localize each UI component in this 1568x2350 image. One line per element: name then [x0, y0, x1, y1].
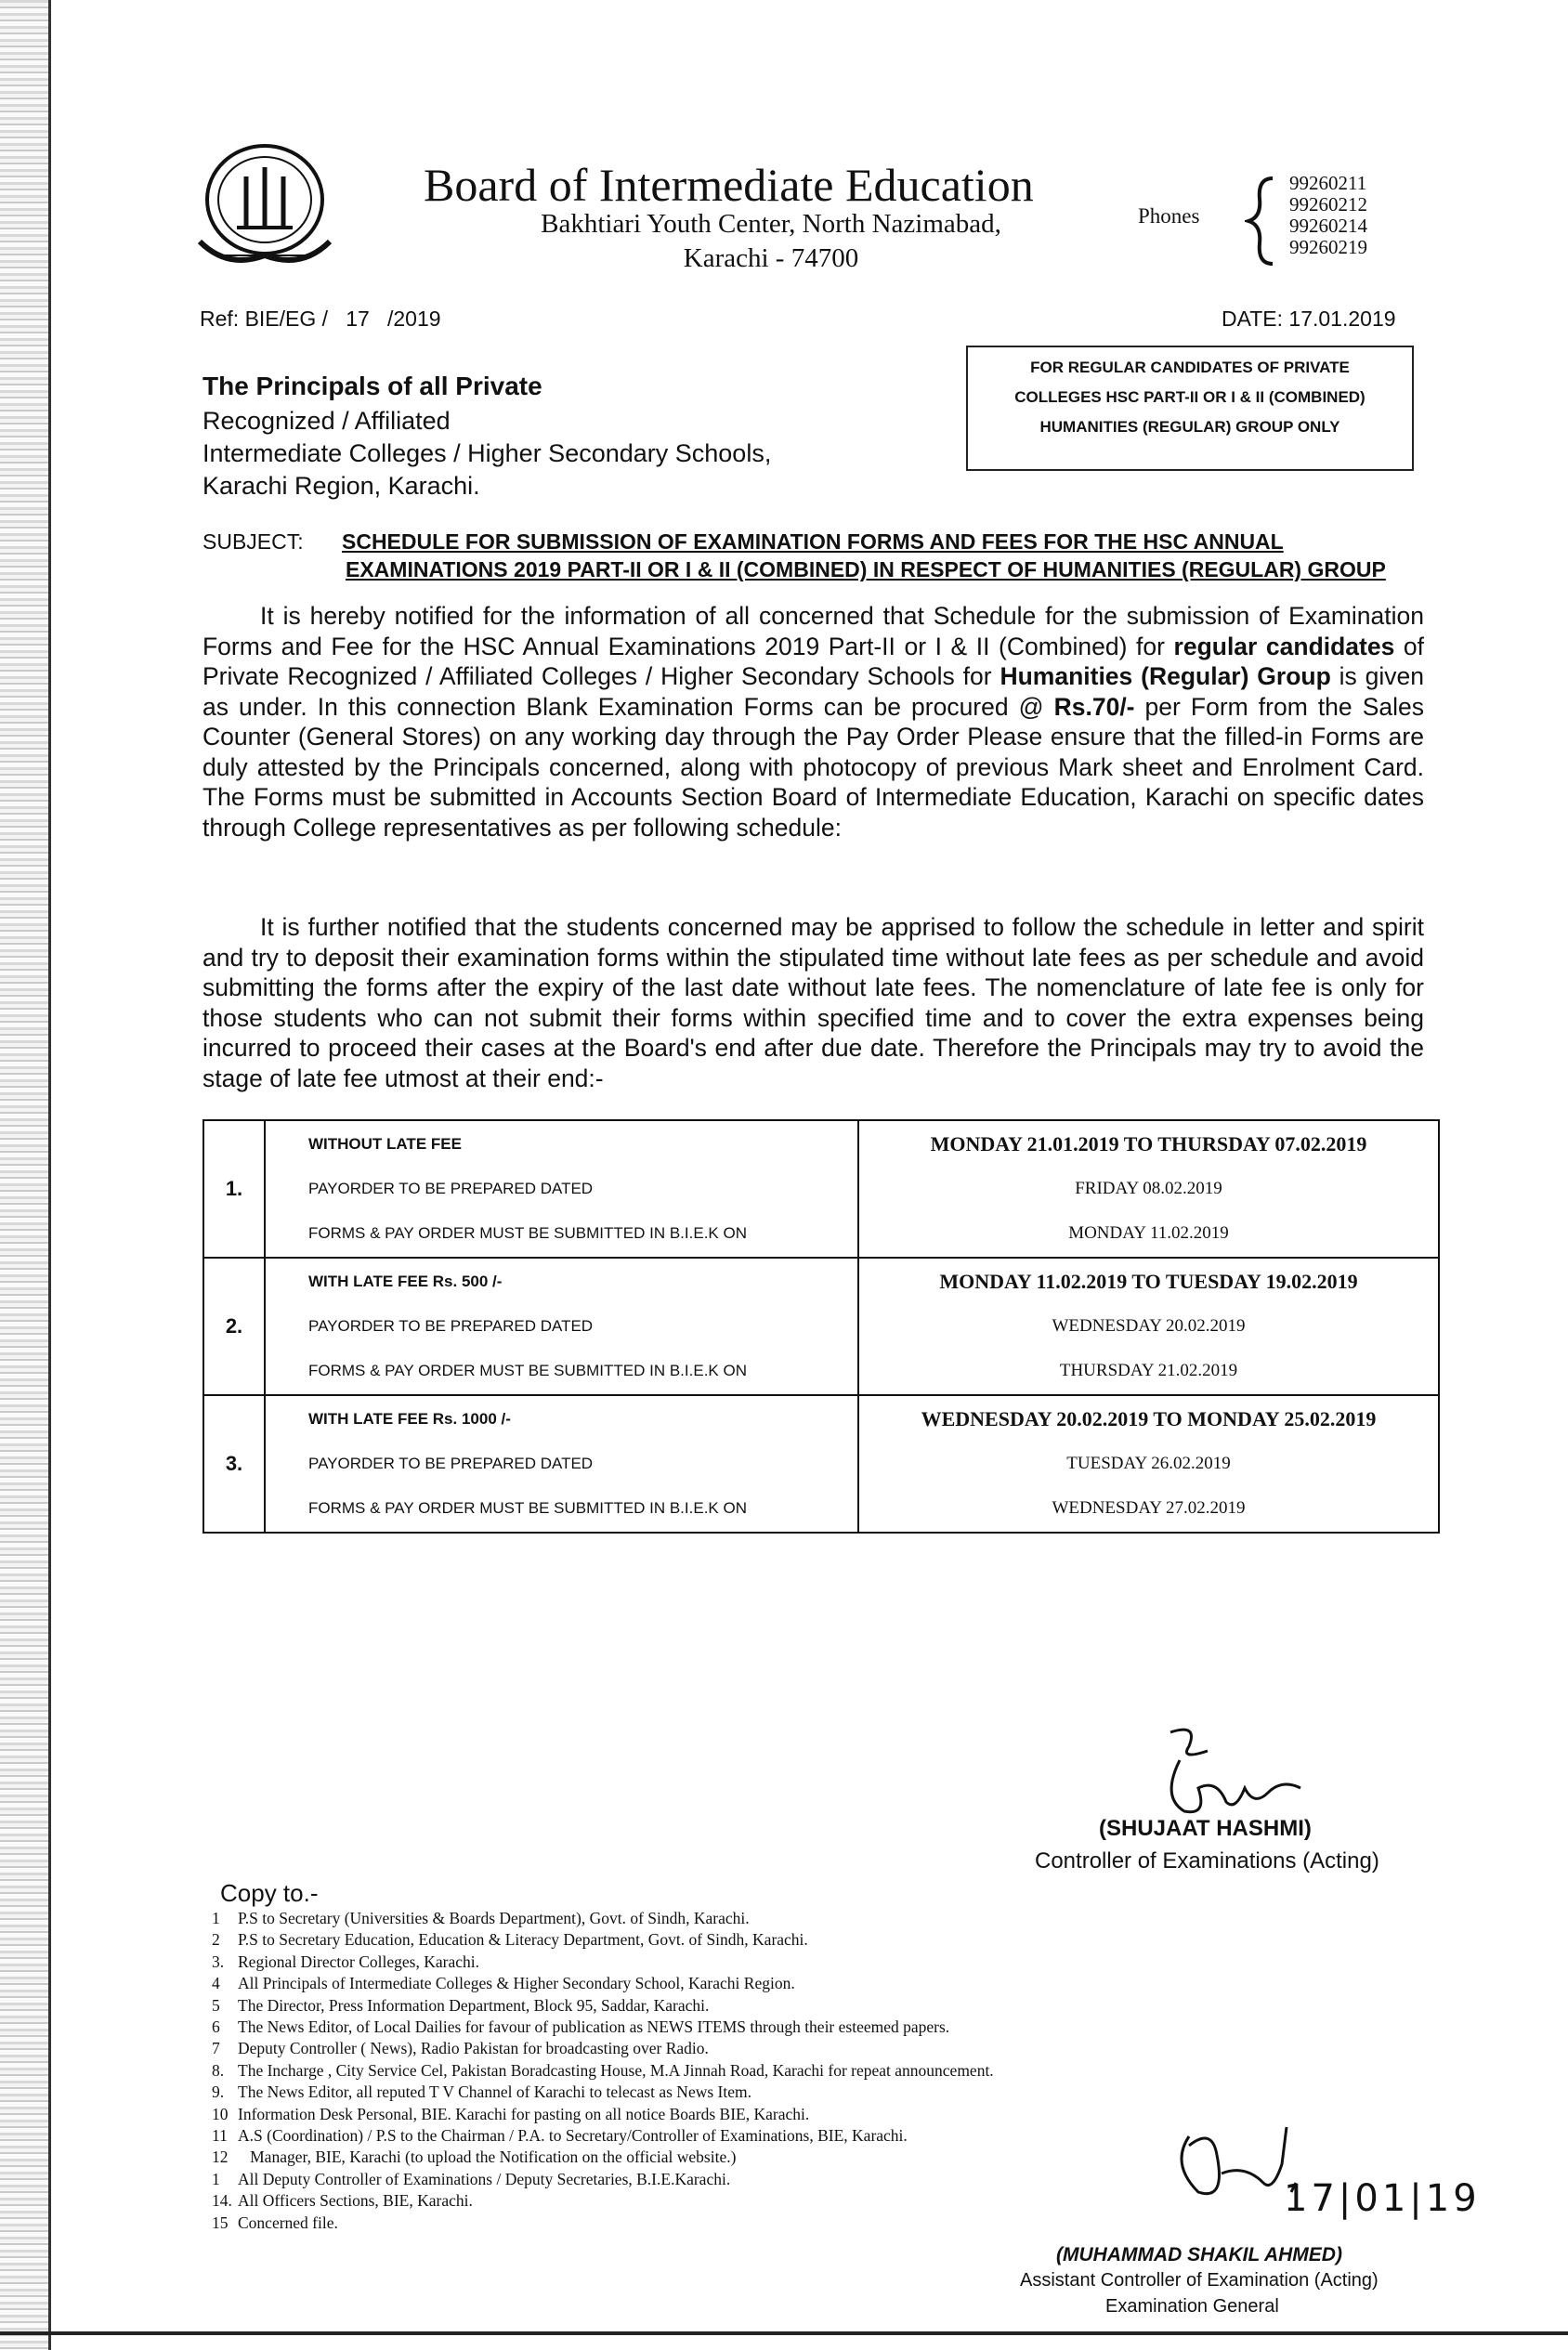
copy-to-item: 4 All Principals of Intermediate Colleges & Higher Secondary School, Karachi Region. — [212, 1974, 795, 1993]
copy-to-item: 5 The Director, Press Information Department, Block 95, Saddar, Karachi. — [212, 1995, 710, 2015]
signature-graphic — [1143, 1723, 1328, 1825]
row-dates — [858, 1395, 1439, 1533]
submission-date: THURSDAY 21.02.2019 — [1059, 1361, 1238, 1380]
row-number: 3. — [203, 1395, 265, 1533]
copy-to-heading: Copy to.- — [220, 1879, 319, 1907]
header-address-line1: Bakhtiari Youth Center, North Nazimabad, — [541, 209, 1001, 239]
reference-number: Ref: BIE/EG / 17 /2019 — [200, 307, 441, 331]
paragraph-1-text: It is hereby notified for the information of all concerned that Schedule for the submission of Examination Forms and Fee for the HSC Annual Examinations 2019 Part-II or I & II (Combined) for — [203, 602, 1424, 660]
paragraph-1-bold: regular candidates — [1173, 632, 1395, 660]
notice-box — [966, 346, 1414, 471]
copy-to-item: 3. Regional Director Colleges, Karachi. — [212, 1952, 479, 1971]
notice-box-line3: HUMANITIES (REGULAR) GROUP ONLY — [1039, 418, 1340, 436]
phone-number: 99260212 — [1289, 193, 1367, 215]
schedule-row — [203, 1258, 1439, 1395]
phones-label: Phones — [1138, 204, 1200, 228]
fee-category: WITHOUT LATE FEE — [308, 1135, 462, 1153]
subject-label: SUBJECT: — [203, 529, 304, 554]
addressee-line2: Recognized / Affiliated — [203, 407, 451, 435]
addressee-line4: Karachi Region, Karachi. — [203, 472, 480, 500]
subject-line1: SCHEDULE FOR SUBMISSION OF EXAMINATION FORMS AND FEES FOR THE HSC ANNUAL — [342, 529, 1284, 554]
paragraph-1-text: is given as under. In this connection Blank Examination Forms can be procured @ — [203, 662, 1424, 721]
copy-to-item: 11 A.S (Coordination) / P.S to the Chairman / P.A. to Secretary/Controller of Examinations, BIE, Karachi. — [212, 2126, 908, 2146]
copy-to-item: 10 Information Desk Personal, BIE. Karachi for pasting on all notice Boards BIE, Karachi. — [212, 2104, 810, 2123]
fee-category: WITH LATE FEE Rs. 1000 /- — [308, 1410, 511, 1428]
header-title: Board of Intermediate Education — [424, 159, 1034, 211]
copy-to-list — [212, 1908, 1215, 2234]
board-logo-icon — [190, 139, 339, 279]
payorder-date: FRIDAY 08.02.2019 — [1075, 1179, 1222, 1198]
copy-to-item: 2 P.S to Secretary Education, Education & Literacy Department, Govt. of Sindh, Karachi. — [212, 1930, 808, 1950]
payorder-label: PAYORDER TO BE PREPARED DATED — [308, 1317, 594, 1335]
copy-to-item: 6 The News Editor, of Local Dailies for favour of publication as NEWS ITEMS through their esteemed papers. — [212, 2017, 950, 2037]
phone-number: 99260214 — [1289, 215, 1367, 237]
handwritten-date: 17|01|19 — [1284, 2177, 1481, 2220]
phone-number: 99260219 — [1289, 236, 1367, 258]
row-number: 1. — [203, 1120, 265, 1258]
schedule-table — [203, 1119, 1440, 1534]
subject-line2: EXAMINATIONS 2019 PART-II OR I & II (COMBINED) IN RESPECT OF HUMANITIES (REGULAR) GROUP — [346, 557, 1386, 581]
row-labels — [265, 1120, 858, 1258]
copy-to-item: 14. All Officers Sections, BIE, Karachi. — [212, 2191, 473, 2211]
notice-box-line1: FOR REGULAR CANDIDATES OF PRIVATE — [1030, 359, 1350, 376]
page-bottom-edge — [0, 2331, 1568, 2335]
copy-to-item: 1 All Deputy Controller of Examinations / Deputy Secretaries, B.I.E.Karachi. — [212, 2169, 731, 2188]
schedule-row — [203, 1120, 1439, 1258]
phone-list — [1289, 173, 1367, 258]
submission-label: FORMS & PAY ORDER MUST BE SUBMITTED IN B.I.E.K ON — [308, 1362, 747, 1379]
signatory-name: (SHUJAAT HASHMI) — [1099, 1816, 1312, 1841]
copy-to-item: 1 P.S to Secretary (Universities & Boards Department), Govt. of Sindh, Karachi. — [212, 1909, 750, 1927]
signatory-title: Controller of Examinations (Acting) — [1035, 1848, 1379, 1873]
row-number: 2. — [203, 1258, 265, 1395]
paragraph-1-bold: Rs.70/- — [1053, 692, 1135, 721]
phone-number: 99260211 — [1289, 172, 1367, 194]
row-dates — [858, 1120, 1439, 1258]
paragraph-1-text: per Form from the Sales Counter (General Stores) on any working day through the Pay Order Please ensure that the filled-in Forms are duly attested by the Principals concerned, along with photocopy of previous Mark sheet and Enrolment Card. The Forms must be submitted in Accounts Section Board of Intermediate Education, Karachi on specific dates through College representatives as per following schedule: — [203, 692, 1424, 842]
brace-icon — [1245, 175, 1282, 268]
submission-date: WEDNESDAY 27.02.2019 — [1052, 1498, 1246, 1518]
header-address-line2: Karachi - 74700 — [683, 243, 859, 273]
copy-to-item: 15 Concerned file. — [212, 2213, 338, 2232]
submission-label: FORMS & PAY ORDER MUST BE SUBMITTED IN B.I.E.K ON — [308, 1499, 747, 1517]
copy-to-item: 7 Deputy Controller ( News), Radio Pakistan for broadcasting over Radio. — [212, 2039, 709, 2058]
letter-date: DATE: 17.01.2019 — [1222, 307, 1396, 331]
addressee-line1: The Principals of all Private — [203, 372, 542, 400]
notice-box-line2: COLLEGES HSC PART-II OR I & II (COMBINED) — [1014, 388, 1365, 406]
row-labels — [265, 1395, 858, 1533]
addressee-line3: Intermediate Colleges / Higher Secondary Schools, — [203, 439, 772, 467]
signatory2-department: Examination General — [1105, 2296, 1279, 2317]
payorder-date: TUESDAY 26.02.2019 — [1066, 1454, 1231, 1473]
date-range: MONDAY 21.01.2019 TO THURSDAY 07.02.2019 — [930, 1132, 1367, 1155]
scan-edge-line — [48, 0, 51, 2350]
signatory2-name: (MUHAMMAD SHAKIL AHMED) — [1056, 2244, 1342, 2265]
paragraph-2: It is further notified that the students concerned may be apprised to follow the schedule in letter and spirit and try to deposit their examination forms within the stipulated time without late fees as per schedule and avoid submitting the forms after the expiry of the last date without late fees. The nomenclature of late fee is only for those students who can not submit their forms within specified time and to cover the extra expenses being incurred to proceed their cases at the Board's end after due date. Therefore the Principals may try to avoid the stage of late fee utmost at their end:- — [203, 913, 1424, 1092]
submission-label: FORMS & PAY ORDER MUST BE SUBMITTED IN B.I.E.K ON — [308, 1224, 747, 1242]
paragraph-1 — [203, 601, 1424, 842]
payorder-label: PAYORDER TO BE PREPARED DATED — [308, 1180, 594, 1197]
copy-to-item: 8. The Incharge , City Service Cel, Pakistan Boradcasting House, M.A Jinnah Road, Karachi for repeat announcement. — [212, 2060, 994, 2080]
date-range: WEDNESDAY 20.02.2019 TO MONDAY 25.02.2019 — [921, 1407, 1377, 1430]
fee-category: WITH LATE FEE Rs. 500 /- — [308, 1273, 503, 1290]
payorder-date: WEDNESDAY 20.02.2019 — [1052, 1316, 1246, 1336]
row-labels — [265, 1258, 858, 1395]
copy-to-item: 9. The News Editor, all reputed T V Channel of Karachi to telecast as News Item. — [212, 2082, 751, 2102]
copy-to-item: 12 Manager, BIE, Karachi (to upload the Notification on the official website.) — [212, 2148, 737, 2167]
payorder-label: PAYORDER TO BE PREPARED DATED — [308, 1455, 594, 1472]
date-range: MONDAY 11.02.2019 TO TUESDAY 19.02.2019 — [939, 1270, 1358, 1293]
paragraph-1-bold: Humanities (Regular) Group — [1000, 662, 1331, 690]
paragraph-1-text: of Private Recognized / Affiliated Colleges / Higher Secondary Schools for — [203, 632, 1425, 690]
row-dates — [858, 1258, 1439, 1395]
schedule-row — [203, 1395, 1439, 1533]
signatory2-title: Assistant Controller of Examination (Acting) — [1020, 2270, 1379, 2291]
scan-edge — [0, 0, 48, 2350]
submission-date: MONDAY 11.02.2019 — [1068, 1223, 1229, 1243]
